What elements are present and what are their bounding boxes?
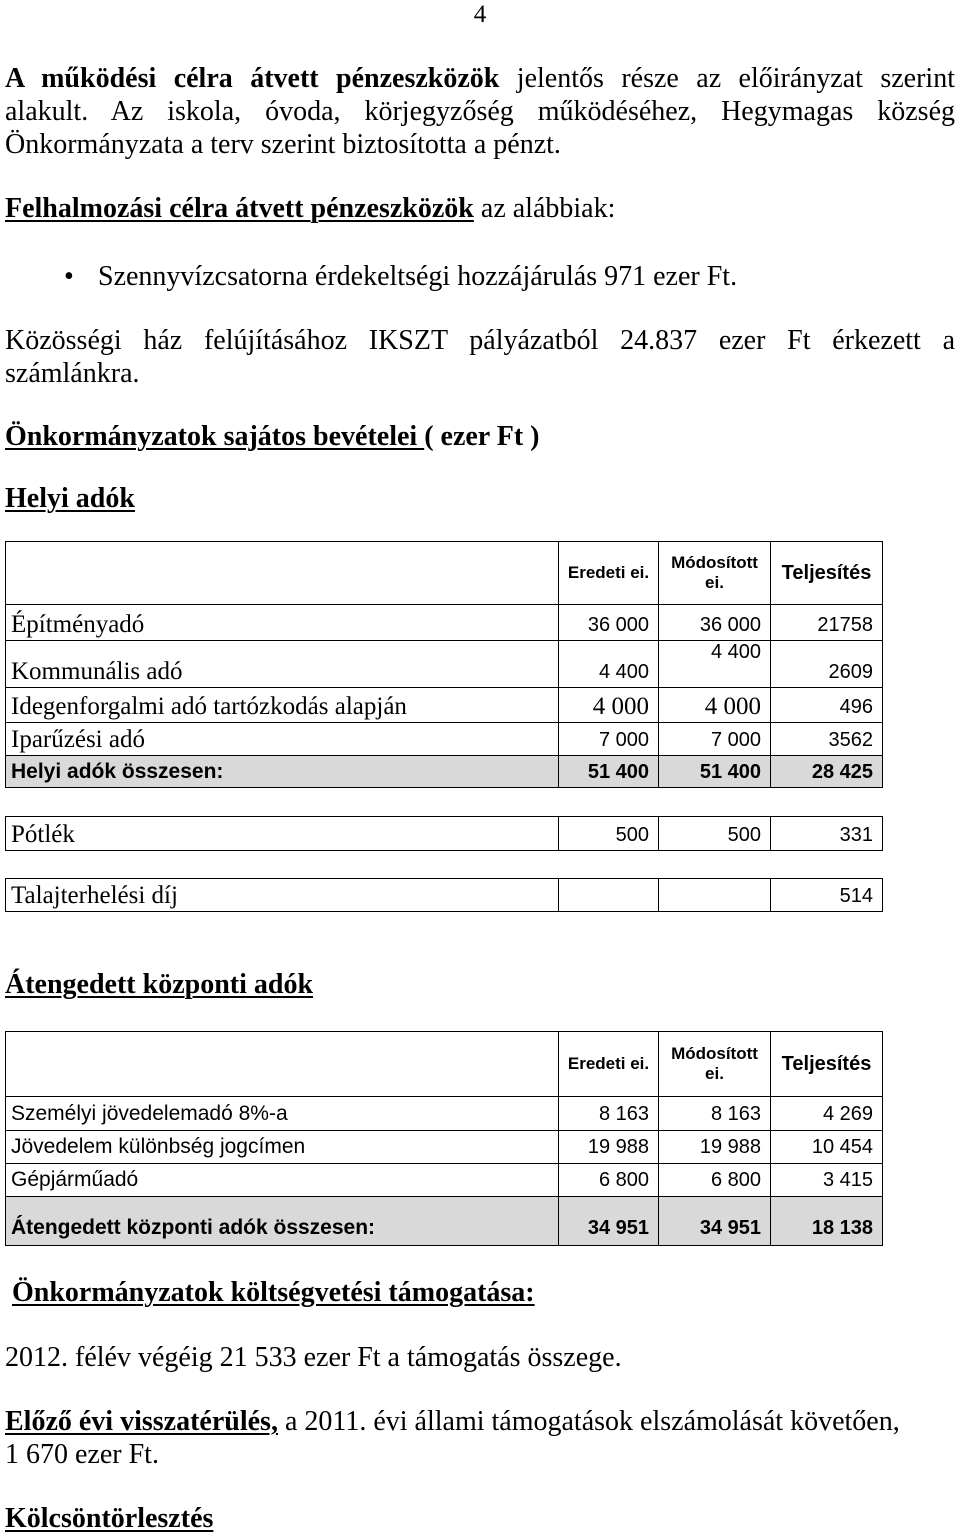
table-row bbox=[6, 879, 883, 912]
total-eredeti: 34 951 bbox=[559, 1197, 659, 1246]
header-modositott bbox=[659, 542, 771, 605]
total-modositott: 34 951 bbox=[659, 1197, 771, 1246]
row-teljesites: 2609 bbox=[771, 641, 883, 688]
helyi-adok-heading: Helyi adók bbox=[5, 483, 135, 514]
row-eredeti: 7 000 bbox=[559, 723, 659, 756]
row-modositott: 8 163 bbox=[659, 1097, 771, 1131]
tamogatas-text: 2012. félév végéig 21 533 ezer Ft a támogatás összege. bbox=[5, 1342, 622, 1373]
row-eredeti: 36 000 bbox=[559, 605, 659, 641]
felhalmozasi-paragraph bbox=[5, 192, 955, 225]
row-eredeti: 4 400 bbox=[559, 641, 659, 688]
total-row bbox=[6, 1197, 883, 1246]
kozossegi-line-1: Közösségi ház felújításához IKSZT pályázatból 24.837 ezer Ft érkezett a bbox=[5, 325, 955, 356]
row-teljesites: 514 bbox=[771, 879, 883, 912]
row-modositott: 36 000 bbox=[659, 605, 771, 641]
sajatos-heading-unit: ( ezer Ft ) bbox=[424, 421, 540, 452]
row-label: Iparűzési adó bbox=[6, 723, 559, 756]
row-label: Talajterhelési díj bbox=[6, 879, 559, 912]
talajterhelesi-table bbox=[5, 878, 883, 912]
total-row bbox=[6, 756, 883, 788]
row-teljesites: 3562 bbox=[771, 723, 883, 756]
row-teljesites: 21758 bbox=[771, 605, 883, 641]
table-row bbox=[6, 605, 883, 641]
row-eredeti: 6 800 bbox=[559, 1164, 659, 1197]
row-teljesites: 496 bbox=[771, 688, 883, 723]
helyi-adok-table bbox=[5, 541, 883, 788]
row-modositott: 6 800 bbox=[659, 1164, 771, 1197]
intro-line-2: alakult. Az iskola, óvoda, körjegyzőség működéséhez, Hegymagas község bbox=[5, 96, 955, 127]
header-teljesites: Teljesítés bbox=[771, 542, 883, 605]
intro-line-3: Önkormányzata a terv szerint biztosította a pénzt. bbox=[5, 129, 561, 160]
row-label: Építményadó bbox=[6, 605, 559, 641]
header-modositott bbox=[659, 1032, 771, 1097]
row-modositott: 500 bbox=[659, 817, 771, 851]
row-modositott: 4 000 bbox=[659, 688, 771, 723]
table-row bbox=[6, 817, 883, 851]
intro-bold-phrase: A működési célra átvett pénzeszközök bbox=[5, 63, 500, 94]
row-eredeti: 19 988 bbox=[559, 1131, 659, 1164]
table-row bbox=[6, 1131, 883, 1164]
header-modositott-label: Módosított ei. bbox=[671, 1044, 758, 1083]
row-label: Gépjárműadó bbox=[6, 1164, 559, 1197]
total-eredeti: 51 400 bbox=[559, 756, 659, 788]
elozo-line-2: 1 670 ezer Ft. bbox=[5, 1439, 159, 1470]
bullet-item: • Szennyvízcsatorna érdekeltségi hozzájárulás 971 ezer Ft. bbox=[98, 260, 737, 293]
row-teljesites: 331 bbox=[771, 817, 883, 851]
header-modositott-label: Módosított ei. bbox=[671, 553, 758, 592]
row-modositott bbox=[659, 879, 771, 912]
table-row bbox=[6, 688, 883, 723]
table-row bbox=[6, 641, 883, 688]
elozo-line-1 bbox=[5, 1405, 955, 1438]
table-row bbox=[6, 1097, 883, 1131]
elozo-heading: Előző évi visszatérülés, bbox=[5, 1406, 278, 1437]
row-teljesites: 4 269 bbox=[771, 1097, 883, 1131]
row-modositott: 7 000 bbox=[659, 723, 771, 756]
table-row bbox=[6, 723, 883, 756]
sajatos-heading-underlined: Önkormányzatok sajátos bevételei bbox=[5, 421, 425, 452]
kozossegi-line-2: számlánkra. bbox=[5, 358, 140, 389]
intro-line-1-rest: jelentős része az előirányzat szerint bbox=[499, 63, 955, 94]
felhalmozasi-heading: Felhalmozási célra átvett pénzeszközök bbox=[5, 193, 474, 224]
header-blank-cell bbox=[6, 542, 559, 605]
page-number: 4 bbox=[473, 1, 487, 28]
total-label: Átengedett központi adók összesen: bbox=[6, 1197, 559, 1246]
total-teljesites: 18 138 bbox=[771, 1197, 883, 1246]
potlek-table bbox=[5, 816, 883, 851]
header-eredeti: Eredeti ei. bbox=[559, 542, 659, 605]
header-eredeti: Eredeti ei. bbox=[559, 1032, 659, 1097]
kolcsontorlesztes-heading: Kölcsöntörlesztés bbox=[5, 1503, 214, 1534]
table-header-row bbox=[6, 1032, 883, 1097]
table-row bbox=[6, 1164, 883, 1197]
atengedett-table bbox=[5, 1031, 883, 1246]
elozo-line-1-rest: a 2011. évi állami támogatások elszámolását követően, bbox=[277, 1406, 900, 1437]
row-label: Idegenforgalmi adó tartózkodás alapján bbox=[6, 688, 559, 723]
total-teljesites: 28 425 bbox=[771, 756, 883, 788]
row-eredeti: 8 163 bbox=[559, 1097, 659, 1131]
sajatos-bevetelei-heading bbox=[5, 420, 955, 453]
total-label: Helyi adók összesen: bbox=[6, 756, 559, 788]
tamogatas-heading: Önkormányzatok költségvetési támogatása: bbox=[12, 1277, 535, 1308]
row-teljesites: 10 454 bbox=[771, 1131, 883, 1164]
row-eredeti bbox=[559, 879, 659, 912]
row-eredeti: 4 000 bbox=[559, 688, 659, 723]
row-modositott: 4 400 bbox=[659, 641, 771, 688]
row-label: Kommunális adó bbox=[6, 641, 559, 688]
row-label: Személyi jövedelemadó 8%-a bbox=[6, 1097, 559, 1131]
total-modositott: 51 400 bbox=[659, 756, 771, 788]
row-modositott: 19 988 bbox=[659, 1131, 771, 1164]
header-blank-cell bbox=[6, 1032, 559, 1097]
intro-line-1 bbox=[5, 62, 955, 95]
row-label: Pótlék bbox=[6, 817, 559, 851]
atengedett-heading: Átengedett központi adók bbox=[5, 969, 314, 1000]
header-teljesites: Teljesítés bbox=[771, 1032, 883, 1097]
felhalmozasi-rest: az alábbiak: bbox=[473, 193, 616, 224]
row-eredeti: 500 bbox=[559, 817, 659, 851]
table-header-row bbox=[6, 542, 883, 605]
row-teljesites: 3 415 bbox=[771, 1164, 883, 1197]
row-label: Jövedelem különbség jogcímen bbox=[6, 1131, 559, 1164]
